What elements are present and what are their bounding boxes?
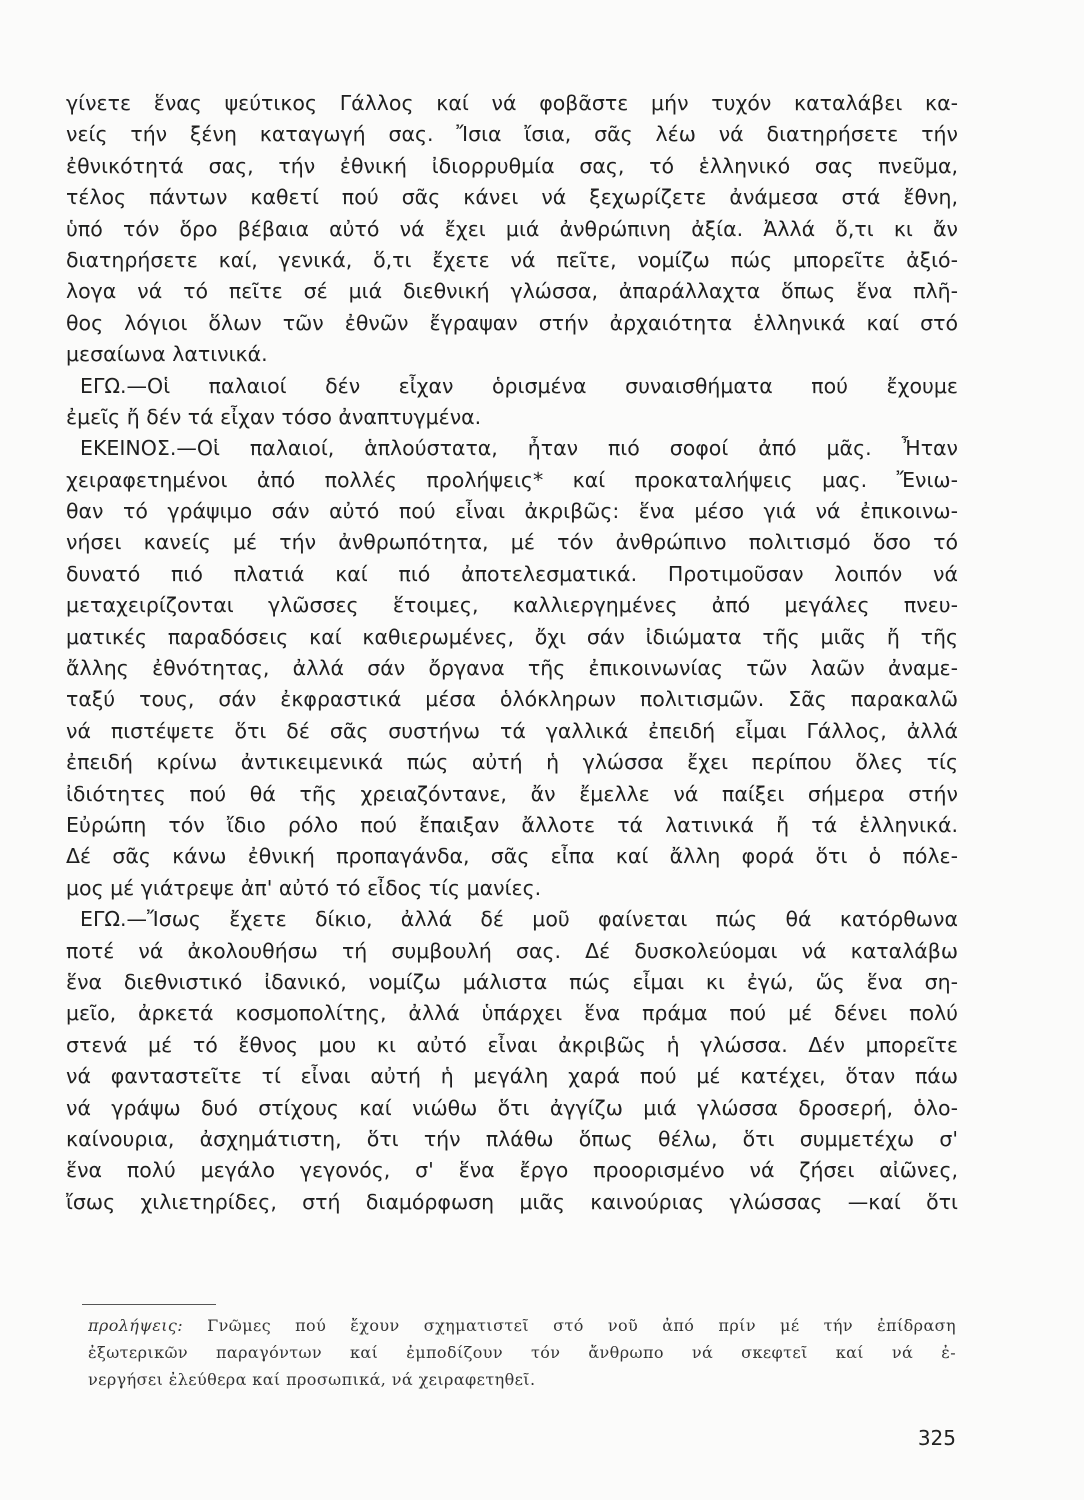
text-line: ποτέ νά ἀκολουθήσω τή συμβουλή σας. Δέ δυσκολεύομαι νά καταλάβω <box>66 938 958 963</box>
text-line: νά πιστέψετε ὅτι δέ σᾶς συστήνω τά γαλλικά ἐπειδή εἶμαι Γάλλος, ἀλλά <box>66 718 958 743</box>
page-number: 325 <box>917 1426 956 1450</box>
text-line: νά γράψω δυό στίχους καί νιώθω ὅτι ἀγγίζω μιά γλώσσα δροσερή, ὁλο- <box>66 1095 958 1120</box>
footnote-line <box>88 1312 956 1339</box>
text-line: θος λόγιοι ὅλων τῶν ἐθνῶν ἔγραψαν στήν ἀρχαιότητα ἑλληνικά καί στό <box>66 310 958 335</box>
footnote-term: προλήψεις: <box>88 1316 184 1335</box>
text-line: ΕΓΩ.—Ἴσως ἔχετε δίκιο, ἀλλά δέ μοῦ φαίνεται πώς θά κατόρθωνα <box>80 907 958 932</box>
text-line: δυνατό πιό πλατιά καί πιό ἀποτελεσματικά. Προτιμοῦσαν λοιπόν νά <box>66 561 958 586</box>
text-line: ὑπό τόν ὅρο βέβαια αὐτό νά ἔχει μιά ἀνθρώπινη ἀξία. Ἀλλά ὅ,τι κι ἄν <box>66 216 958 241</box>
text-line: νήσει κανείς μέ τήν ἀνθρωπότητα, μέ τόν ἀνθρώπινο πολιτισμό ὅσο τό <box>66 530 958 555</box>
text-line: ΕΚΕΙΝΟΣ.—Οἱ παλαιοί, ἁπλούστατα, ἦταν πιό σοφοί ἀπό μᾶς. Ἦταν <box>80 436 958 461</box>
text-line: μεῖο, ἀρκετά κοσμοπολίτης, ἀλλά ὑπάρχει ἕνα πράμα πού μέ δένει πολύ <box>66 1001 958 1026</box>
text-line: λογα νά τό πεῖτε σέ μιά διεθνική γλώσσα, ἀπαράλλαχτα ὅπως ἕνα πλῆ- <box>66 279 958 304</box>
text-line: ἰδιότητες πού θά τῆς χρειαζόντανε, ἄν ἔμελλε νά παίξει σήμερα στήν <box>66 781 958 806</box>
text-line: ἴσως χιλιετηρίδες, στή διαμόρφωση μιᾶς καινούριας γλώσσας —καί ὅτι <box>66 1189 958 1214</box>
footnote-line: ἐξωτερικῶν παραγόντων καί ἐμποδίζουν τόν ἄνθρωπο νά σκεφτεῖ καί νά ἐ- <box>88 1343 956 1362</box>
text-line: ἕνα πολύ μεγάλο γεγονός, σ' ἕνα ἔργο προορισμένο νά ζήσει αἰῶνες, <box>66 1158 958 1183</box>
text-line: ἐθνικότητά σας, τήν ἐθνική ἰδιορρυθμία σας, τό ἑλληνικό σας πνεῦμα, <box>66 153 958 178</box>
text-line: ΕΓΩ.—Οἱ παλαιοί δέν εἶχαν ὁρισμένα συναισθήματα πού ἔχουμε <box>80 373 958 398</box>
text-line: ἐπειδή κρίνω ἀντικειμενικά πώς αὐτή ἡ γλώσσα ἔχει περίπου ὅλες τίς <box>66 750 958 775</box>
text-line: γίνετε ἕνας ψεύτικος Γάλλος καί νά φοβᾶστε μήν τυχόν καταλάβει κα- <box>66 91 958 115</box>
text-line: ἐμεῖς ἤ δέν τά εἶχαν τόσο ἀναπτυγμένα. <box>66 404 482 429</box>
text-line: θαν τό γράψιμο σάν αὐτό πού εἶναι ἀκριβῶς: ἕνα μέσο γιά νά ἐπικοινω- <box>66 499 958 524</box>
text-line: νά φανταστεῖτε τί εἶναι αὐτή ἡ μεγάλη χαρά πού μέ κατέχει, ὅταν πάω <box>66 1064 958 1089</box>
text-line: νείς τήν ξένη καταγωγή σας. Ἴσια ἴσια, σᾶς λέω νά διατηρήσετε τήν <box>66 122 958 147</box>
footnote <box>88 1312 956 1393</box>
footnote-separator <box>82 1304 216 1305</box>
text-line: διατηρήσετε καί, γενικά, ὅ,τι ἔχετε νά πεῖτε, νομίζω πώς μπορεῖτε ἀξιό- <box>66 247 958 272</box>
text-line: καίνουρια, ἀσχημάτιστη, ὅτι τήν πλάθω ὅπως θέλω, ὅτι συμμετέχω σ' <box>66 1126 958 1151</box>
text-line: μος μέ γιάτρεψε ἀπ' αὐτό τό εἶδος τίς μανίες. <box>66 875 542 900</box>
text-line: μεταχειρίζονται γλῶσσες ἕτοιμες, καλλιεργημένες ἀπό μεγάλες πνευ- <box>66 593 958 618</box>
text-line: χειραφετημένοι ἀπό πολλές προλήψεις* καί προκαταλήψεις μας. Ἔνιω- <box>66 467 958 492</box>
text-line: Εὐρώπη τόν ἴδιο ρόλο πού ἔπαιξαν ἄλλοτε τά λατινικά ἤ τά ἑλληνικά. <box>66 812 958 837</box>
text-line: Δέ σᾶς κάνω ἐθνική προπαγάνδα, σᾶς εἶπα καί ἄλλη φορά ὅτι ὁ πόλε- <box>66 844 958 869</box>
text-line: ματικές παραδόσεις καί καθιερωμένες, ὄχι σάν ἰδιώματα τῆς μιᾶς ἤ τῆς <box>66 624 958 649</box>
footnote-line: νεργήσει ἐλεύθερα καί προσωπικά, νά χειραφετηθεῖ. <box>88 1370 536 1389</box>
text-line: τέλος πάντων καθετί πού σᾶς κάνει νά ξεχωρίζετε ἀνάμεσα στά ἔθνη, <box>66 185 958 210</box>
text-line: ἕνα διεθνιστικό ἰδανικό, νομίζω μάλιστα πώς εἶμαι κι ἐγώ, ὥς ἕνα ση- <box>66 969 958 994</box>
text-line: ἄλλης ἐθνότητας, ἀλλά σάν ὄργανα τῆς ἐπικοινωνίας τῶν λαῶν ἀναμε- <box>66 656 958 681</box>
footnote-definition: Γνῶμες πού ἔχουν σχηματιστεῖ στό νοῦ ἀπό πρίν μέ τήν ἐπίδραση <box>183 1316 956 1335</box>
text-line: στενά μέ τό ἔθνος μου κι αὐτό εἶναι ἀκριβῶς ἡ γλώσσα. Δέν μπορεῖτε <box>66 1032 958 1057</box>
body-text <box>66 88 958 1218</box>
text-line: μεσαίωνα λατινικά. <box>66 342 268 367</box>
text-line: ταξύ τους, σάν ἐκφραστικά μέσα ὁλόκληρων πολιτισμῶν. Σᾶς παρακαλῶ <box>66 687 958 712</box>
